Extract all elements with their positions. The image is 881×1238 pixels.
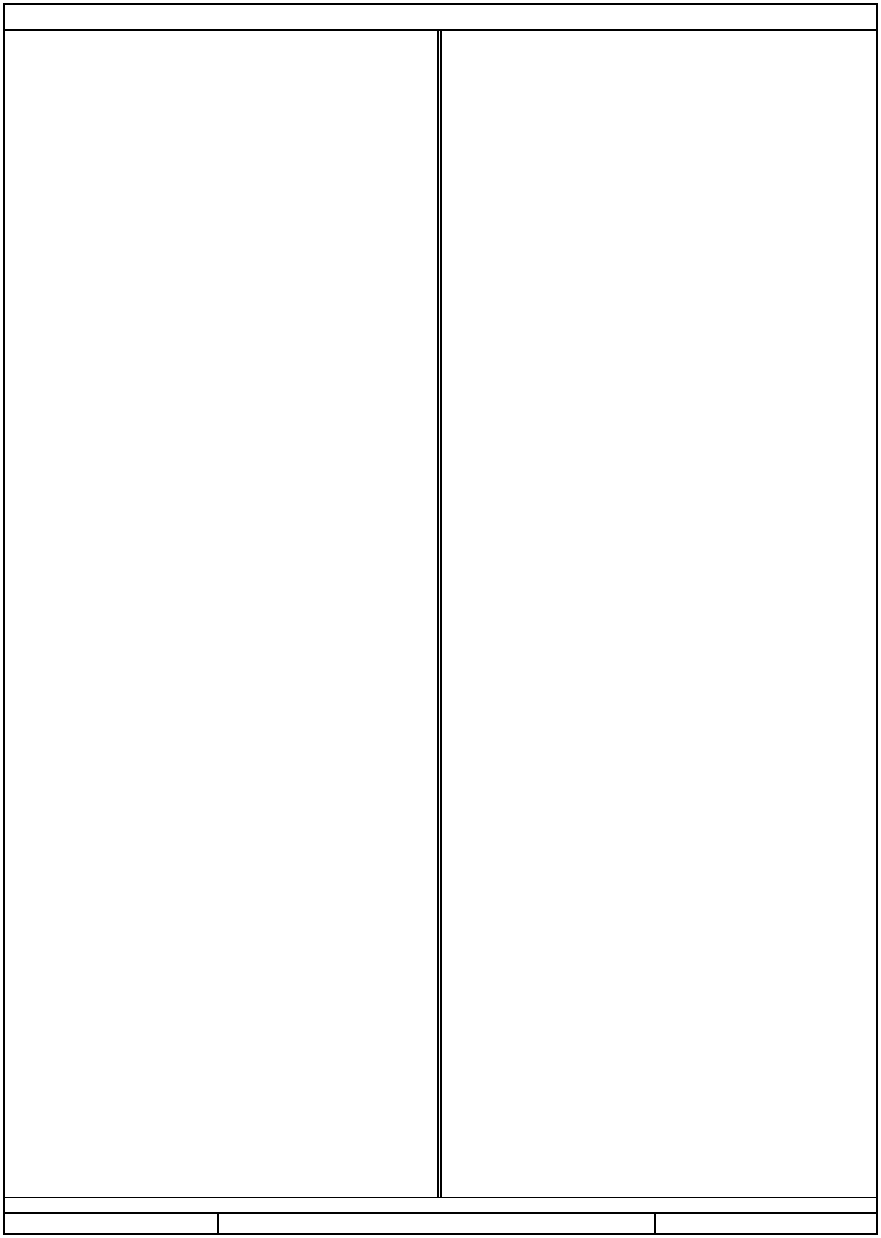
directorate-contact-row (5, 1214, 876, 1233)
page-title (5, 5, 876, 31)
il-mudurlugu-faks-value (656, 1214, 876, 1233)
il-mudurlugu-faks-label (436, 1214, 656, 1233)
il-mudurlugu-telefonu-label (5, 1214, 219, 1233)
right-column (440, 31, 876, 1197)
other-phones-section (5, 1197, 876, 1233)
phone-directory-page (3, 3, 878, 1235)
left-column (5, 31, 439, 1197)
two-column-area (5, 31, 876, 1197)
section-header-diger-telefonlar (5, 1198, 876, 1214)
il-mudurlugu-telefonu-value (219, 1214, 436, 1233)
